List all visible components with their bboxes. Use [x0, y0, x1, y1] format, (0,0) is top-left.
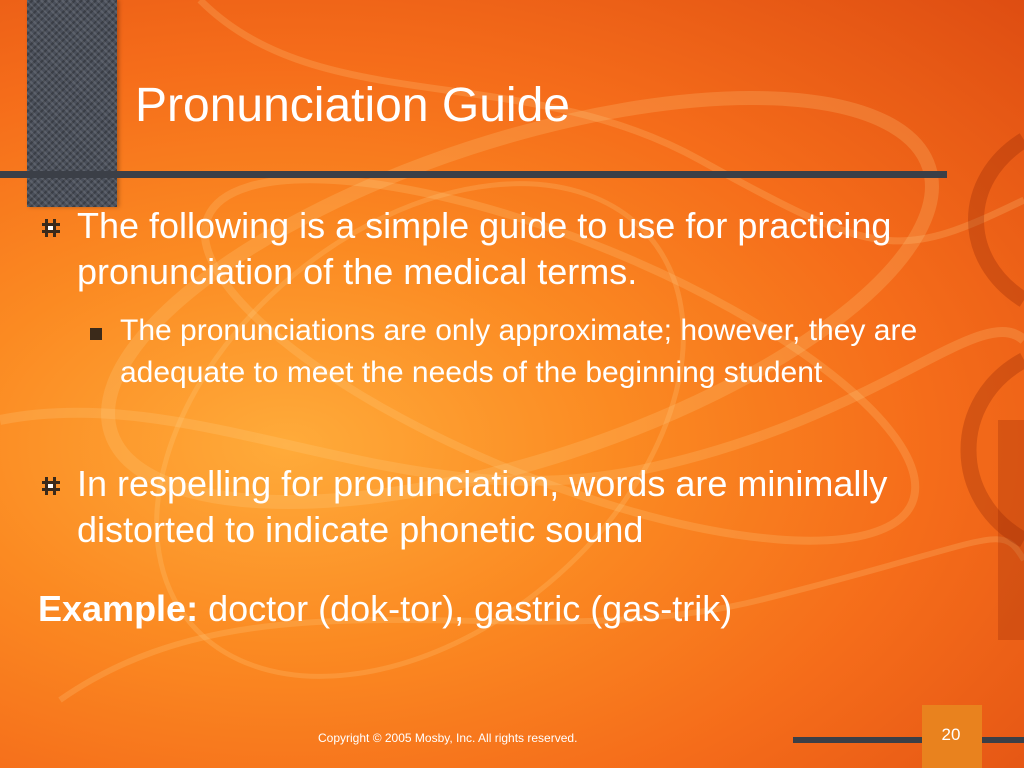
bullet-item-3 — [77, 461, 1007, 553]
hash-bullet-icon — [40, 217, 62, 239]
page-number: 20 — [941, 725, 961, 744]
bullet-item-1 — [77, 203, 997, 295]
bullet-text: The following is a simple guide to use for practicing pronunciation of the medical terms. — [77, 205, 892, 292]
footer-bar — [793, 737, 1024, 743]
square-bullet-icon — [90, 328, 102, 340]
bullet-text: The pronunciations are only approximate; however, they are adequate to meet the needs of the beginning student — [120, 314, 918, 389]
example-label: Example: — [38, 588, 199, 629]
example-line — [38, 586, 732, 632]
slide-title: Pronunciation Guide — [135, 79, 570, 132]
example-text: doctor (dok-tor), gastric (gas-trik) — [198, 588, 733, 629]
bullet-item-2 — [120, 310, 1000, 394]
title-underline-bar — [0, 171, 947, 178]
copyright-notice: Copyright © 2005 Mosby, Inc. All rights reserved. — [318, 731, 578, 745]
bullet-text: In respelling for pronunciation, words are minimally distorted to indicate phonetic sound — [77, 463, 888, 550]
hash-bullet-icon — [40, 475, 62, 497]
